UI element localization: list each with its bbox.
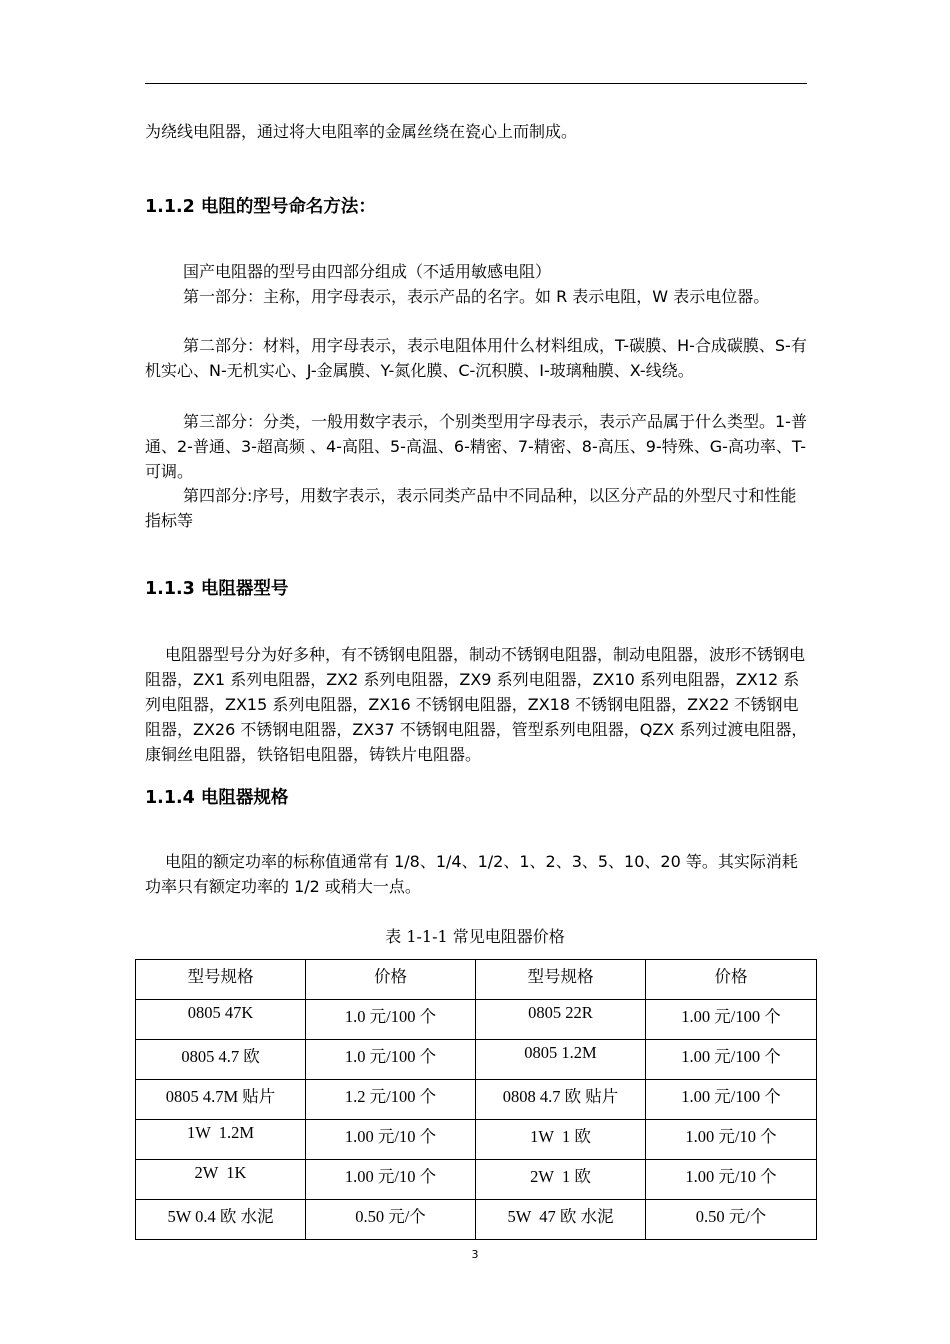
table-cell: 0805 4.7 欧	[136, 1040, 306, 1080]
paragraph-part-two: 第二部分：材料，用字母表示，表示电阻体用什么材料组成，T-碳膜、H-合成碳膜、S-有机实心、N-无机实心、J-金属膜、Y-氮化膜、C-沉积膜、I-玻璃釉膜、X-线绕。	[145, 336, 807, 380]
table-cell: 5W 47 欧 水泥	[476, 1200, 646, 1240]
page-number: 3	[471, 1248, 479, 1261]
table-cell: 0.50 元/个	[646, 1200, 817, 1240]
paragraph-power-rating: 电阻的额定功率的标称值通常有 1/8、1/4、1/2、1、2、3、5、10、20 等。其实际消耗功率只有额定功率的 1/2 或稍大一点。	[145, 852, 798, 896]
table-cell: 1.2 元/100 个	[306, 1080, 476, 1120]
table-cell: 0808 4.7 欧 贴片	[476, 1080, 646, 1120]
section-heading-1-1-3: 1.1.3 电阻器型号	[145, 579, 289, 599]
header-rule	[145, 83, 807, 84]
table-cell: 2W 1 欧	[476, 1160, 646, 1200]
paragraph-part-three: 第三部分：分类，一般用数字表示，个别类型用字母表示，表示产品属于什么类型。1-普通、2-普通、3-超高频 、4-高阻、5-高温、6-精密、7-精密、8-高压、9-特殊、G-高功率、T-可调。	[145, 412, 807, 481]
section-heading-1-1-4: 1.1.4 电阻器规格	[145, 788, 289, 808]
table-header-cell: 型号规格	[476, 960, 646, 1000]
table-row	[136, 1000, 817, 1040]
paragraph-resistor-types: 电阻器型号分为好多种，有不锈钢电阻器，制动不锈钢电阻器，制动电阻器，波形不锈钢电阻器，ZX1 系列电阻器，ZX2 系列电阻器，ZX9 系列电阻器，ZX10 系列电阻器，ZX12 系列电阻器，ZX15 系列电阻器，ZX16 不锈钢电阻器，ZX18 不锈钢电阻器，ZX22 不锈钢电阻器，ZX26 不锈钢电阻器，ZX37 不锈钢电阻器，管型系列电阻器，QZX 系列过渡电阻器，康铜丝电阻器，铁铬铝电阻器，铸铁片电阻器。	[145, 645, 808, 764]
paragraph-intro: 国产电阻器的型号由四部分组成（不适用敏感电阻）	[183, 262, 552, 281]
price-table	[135, 959, 817, 1240]
table-header-cell: 型号规格	[136, 960, 306, 1000]
table-cell: 1W 1 欧	[476, 1120, 646, 1160]
paragraph-part-one: 第一部分：主称，用字母表示，表示产品的名字。如 R 表示电阻，W 表示电位器。	[183, 287, 770, 306]
table-row	[136, 1120, 817, 1160]
table-header-cell: 价格	[306, 960, 476, 1000]
table-cell: 0805 22R	[476, 1000, 646, 1040]
section-heading-1-1-2: 1.1.2 电阻的型号命名方法：	[145, 197, 376, 217]
table-cell: 0805 4.7M 贴片	[136, 1080, 306, 1120]
table-cell: 1.0 元/100 个	[306, 1000, 476, 1040]
table-cell: 1.00 元/10 个	[646, 1160, 817, 1200]
table-cell: 0805 1.2M	[476, 1040, 646, 1080]
table-row	[136, 1080, 817, 1120]
table-cell: 2W 1K	[136, 1160, 306, 1200]
table-cell: 1.00 元/10 个	[306, 1160, 476, 1200]
table-caption: 表 1-1-1 常见电阻器价格	[385, 927, 565, 946]
top-paragraph: 为绕线电阻器，通过将大电阻率的金属丝绕在瓷心上而制成。	[145, 122, 578, 141]
table-cell: 1.00 元/100 个	[646, 1040, 817, 1080]
table-cell: 1W 1.2M	[136, 1120, 306, 1160]
table-cell: 0.50 元/个	[306, 1200, 476, 1240]
table-cell: 1.00 元/100 个	[646, 1080, 817, 1120]
table-row	[136, 1160, 817, 1200]
table-cell: 1.00 元/10 个	[646, 1120, 817, 1160]
table-cell: 1.0 元/100 个	[306, 1040, 476, 1080]
table-header-cell: 价格	[646, 960, 817, 1000]
table-row	[136, 1200, 817, 1240]
table-cell: 0805 47K	[136, 1000, 306, 1040]
table-cell: 5W 0.4 欧 水泥	[136, 1200, 306, 1240]
paragraph-part-four: 第四部分:序号，用数字表示，表示同类产品中不同品种，以区分产品的外型尺寸和性能指标等	[145, 486, 797, 530]
table-row	[136, 1040, 817, 1080]
table-header-row	[136, 960, 817, 1000]
table-cell: 1.00 元/100 个	[646, 1000, 817, 1040]
table-cell: 1.00 元/10 个	[306, 1120, 476, 1160]
